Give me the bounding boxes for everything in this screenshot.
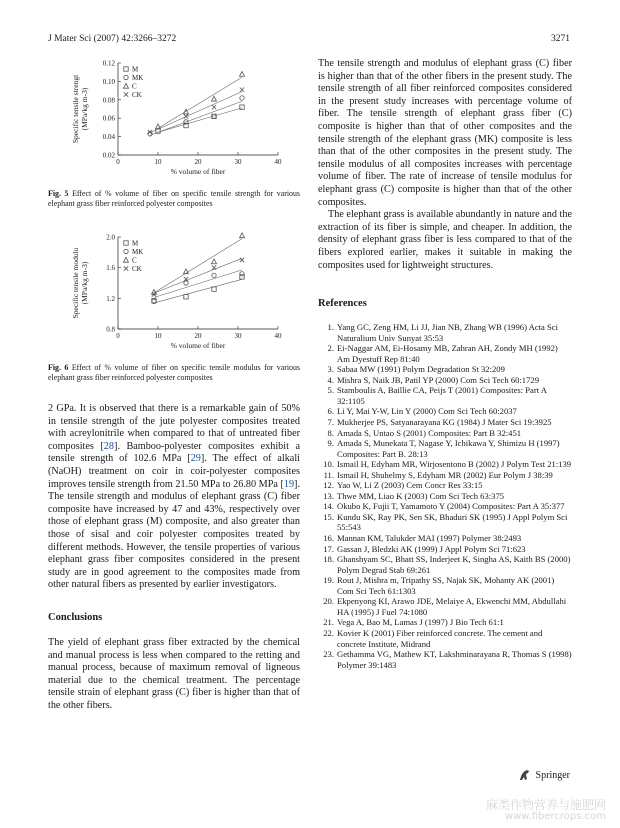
- x-tick-label: 0: [116, 332, 120, 340]
- reference-number: 14.: [323, 501, 334, 512]
- x-tick-label: 40: [274, 332, 282, 340]
- figure-6-label: Fig. 6: [48, 363, 69, 372]
- reference-item: [318, 491, 572, 502]
- citation-link[interactable]: 28: [103, 440, 114, 452]
- citation-link[interactable]: 29: [190, 453, 201, 465]
- reference-number: 3.: [327, 364, 334, 375]
- point-triangle: [212, 259, 217, 264]
- point-circle: [212, 273, 216, 277]
- reference-item: [318, 459, 572, 470]
- springer-horse-icon: [518, 768, 532, 782]
- reference-text: Mannan KM, Talukder MAI (1997) Polymer 38:2493: [337, 533, 522, 544]
- figure-5-caption-text: Effect of % volume of fiber on specific tensile strength for various elephant grass fiber reinforced polyester composites: [48, 189, 300, 208]
- x-tick-label: 40: [274, 158, 282, 166]
- text-span: ]. Bamboo-polyester composites exhibit a tensile strength of 102.6 MPa [: [48, 440, 300, 465]
- y-axis-label: Specific tensile strengt: [71, 74, 80, 144]
- y-tick-label: 0.06: [102, 114, 115, 123]
- point-cross: [124, 266, 128, 270]
- conclusions-paragraph: The yield of elephant grass fiber extracted by the chemical and manual process is less when compared to the retting and manual process, because of maximum removal of ligneous material due to the chemical treatment. The percentage tensile strain of elephant grass (C) fiber is higher than that of the other fibers.: [48, 636, 300, 711]
- reference-text: Amada S, Untao S (2001) Composites: Part B 32:451: [337, 427, 522, 438]
- reference-item: [318, 375, 572, 386]
- point-circle: [240, 272, 244, 276]
- y-tick-label: 1.2: [106, 294, 115, 303]
- reference-number: 23.: [323, 649, 334, 660]
- references-list: [318, 322, 572, 670]
- reference-text: Ismail H, Edyham MR, Wirjosentono B (2002) J Polym Test 21:139: [337, 459, 572, 470]
- point-circle: [124, 249, 128, 253]
- reference-number: 20.: [323, 596, 334, 607]
- x-tick-label: 0: [116, 158, 120, 166]
- point-circle: [240, 96, 244, 100]
- x-tick-label: 10: [154, 332, 162, 340]
- series-ck: [148, 87, 244, 134]
- reference-number: 4.: [327, 374, 334, 385]
- text-span: ]. The effect of alkali (NaOH) treatment on coir in coir-polyester composites improves tensile strength from 21.50 MPa to 26.80 MPa [: [48, 453, 300, 490]
- reference-text: Rout J, Mishra m, Tripathy SS, Najak SK, Mohanty AK (2001) Com Sci Tech 61:1303: [337, 575, 555, 596]
- legend: [124, 240, 144, 274]
- reference-number: 10.: [323, 459, 334, 470]
- reference-item: [318, 428, 572, 439]
- reference-item: [318, 628, 572, 649]
- reference-item: [318, 385, 572, 406]
- reference-text: Kundu SK, Ray PK, Sen SK, Bhaduri SK (1995) J Appl Polym Sci 55:543: [337, 511, 568, 533]
- trend-line: [154, 279, 242, 303]
- reference-number: 16.: [323, 533, 334, 544]
- point-triangle: [156, 124, 161, 129]
- reference-text: Ei-Naggar AM, Ei-Hosamy MB, Zahran AH, Zondy MH (1992) Am Dyestuff Rep 81:40: [337, 343, 558, 364]
- reference-item: [318, 649, 572, 670]
- text-span: 2 GPa. It is observed that there is a remarkable gain of 50% in tensile strength of the jute polyester composites treated with acreylonitrile when compared to that of untreated fiber composites [: [48, 403, 300, 452]
- reference-item: [318, 501, 572, 512]
- legend-label: MK: [132, 74, 144, 82]
- reference-item: [318, 438, 572, 459]
- reference-item: [318, 617, 572, 628]
- citation-link[interactable]: 19: [283, 478, 295, 490]
- y-tick-label: 0.12: [102, 59, 115, 68]
- point-triangle: [124, 83, 129, 88]
- right-column: [318, 58, 572, 670]
- footer: [518, 768, 570, 782]
- reference-item: [318, 322, 572, 343]
- figure-6-chart: [48, 229, 300, 359]
- y-tick-label: 0.08: [102, 96, 115, 105]
- conclusions-heading: Conclusions: [48, 611, 103, 623]
- trend-line: [150, 101, 242, 135]
- left-column: [48, 55, 300, 712]
- reference-number: 5.: [327, 385, 334, 396]
- y-tick-label: 0.10: [102, 77, 115, 86]
- reference-number: 1.: [327, 322, 334, 333]
- reference-item: [318, 533, 572, 544]
- y-tick-label: 1.6: [106, 264, 115, 273]
- trend-line: [158, 108, 242, 132]
- text-span: ]. The tensile strength and modulus of elephant grass (C) fiber composite have increased by 47 and 43%, respectively over those of elephant grass (M) composite, and also greater than those of sisal and coir polyester composites treated by different methods. However, the tensile properties of various elephant grass fiber composites considered in the present study are in good agreement to the composites made from other natural fibers as presented by earlier investigators.: [48, 478, 300, 591]
- reference-number: 2.: [327, 343, 334, 354]
- reference-text: Ismail H, Shuhelmy S, Edyham MR (2002) Eur Polym J 38:39: [337, 469, 553, 480]
- reference-item: [318, 417, 572, 428]
- reference-text: Gethamma VG, Mathew KT, Lakshminarayana R, Thomas S (1998) Polymer 39:1483: [337, 649, 572, 670]
- x-tick-label: 20: [194, 332, 202, 340]
- reference-number: 11.: [323, 469, 334, 480]
- x-tick-label: 30: [234, 158, 242, 166]
- page-number: 3271: [551, 34, 570, 44]
- reference-number: 13.: [323, 490, 334, 501]
- reference-number: 17.: [323, 543, 334, 554]
- y-tick-label: 0.8: [106, 325, 115, 334]
- series-m: [156, 105, 244, 133]
- point-square: [184, 295, 188, 299]
- point-cross: [124, 92, 128, 96]
- reference-text: Stamboulis A, Baillie CA, Peijs T (2001) Composites: Part A 32:1105: [337, 385, 547, 406]
- legend-label: M: [132, 239, 139, 248]
- legend-label: MK: [132, 248, 144, 256]
- y-axis-label-units: (MPa/kg m-3): [80, 261, 89, 305]
- y-tick-label: 0.02: [102, 151, 115, 160]
- reference-number: 22.: [323, 627, 334, 638]
- point-triangle: [124, 257, 129, 262]
- x-tick-label: 30: [234, 332, 242, 340]
- reference-text: Ekpenyong KI, Arawo JDE, Melaiye A, Ekwenchi MM, Abdullahi HA (1995) J Fuel 74:1080: [337, 596, 567, 617]
- trend-line: [154, 270, 242, 298]
- reference-item: [318, 406, 572, 417]
- right-paragraph-2: The elephant grass is available abundantly in nature and the extraction of its fiber is simple, and cheaper. In addition, the density of elephant grass fiber is less compared to that of the fibers explored earlier, makes it suitable in making the composites used for lightweight structures.: [318, 209, 572, 271]
- point-circle: [124, 75, 128, 79]
- figure-6-caption: [48, 363, 300, 383]
- trend-line: [154, 239, 242, 293]
- reference-item: [318, 480, 572, 491]
- point-triangle: [240, 71, 245, 76]
- point-triangle: [212, 96, 217, 101]
- reference-number: 8.: [327, 427, 334, 438]
- point-square: [124, 67, 128, 71]
- reference-number: 12.: [323, 480, 334, 491]
- reference-item: [318, 554, 572, 575]
- reference-number: 15.: [323, 511, 334, 522]
- reference-text: Vega A, Bao M, Lamas J (1997) J Bio Tech 61:1: [337, 617, 504, 628]
- reference-item: [318, 544, 572, 555]
- point-triangle: [240, 233, 245, 238]
- x-tick-label: 20: [194, 158, 202, 166]
- legend-label: CK: [132, 265, 142, 273]
- reference-item: [318, 575, 572, 596]
- x-axis-label: % volume of fiber: [170, 167, 226, 176]
- point-square: [212, 287, 216, 291]
- reference-text: Kovier K (2001) Fiber reinforced concrete. The cement and concrete Institute, Midrand: [337, 627, 543, 649]
- reference-number: 9.: [327, 438, 334, 449]
- reference-item: [318, 343, 572, 364]
- figure-5-chart: [48, 55, 300, 185]
- right-paragraph-1: The tensile strength and modulus of elephant grass (C) fiber is higher than that of the other fibers in the present study. The tensile strength of all fiber reinforced composites considered in the present study increases with percentage volume of fiber. The tensile strength of elephant grass fiber (C) composite is higher than that of other composites and the tensile strength of the elephant grass (MK) composite is less than that of the other composites in the present study. The tensile modulus of all composites increases with percentage volume of fiber. The rate of increase of tensile modulus for elephant grass (C) composite is higher than that of the other composites.: [318, 58, 572, 208]
- reference-number: 7.: [327, 417, 334, 428]
- x-tick-label: 10: [154, 158, 162, 166]
- reference-text: Yao W, Li Z (2003) Cem Concr Res 33:15: [337, 480, 483, 491]
- point-cross: [212, 105, 216, 109]
- trend-line: [158, 77, 242, 128]
- legend-label: M: [132, 65, 139, 74]
- reference-number: 6.: [327, 406, 334, 417]
- reference-text: Amada S, Munekata T, Nagase Y, Ichikawa Y, Shimizu H (1997) Composites: Part B. 28:13: [337, 438, 560, 459]
- reference-text: Thwe MM, Liao K (2003) Com Sci Tech 63:375: [337, 490, 505, 501]
- publisher-name: Springer: [535, 769, 570, 781]
- reference-text: Yang GC, Zeng HM, Li JJ, Jian NB, Zhang WB (1996) Acta Sci Naturalium Univ Sunyat 35:53: [337, 322, 558, 343]
- x-axis-label: % volume of fiber: [170, 341, 226, 350]
- reference-item: [318, 596, 572, 617]
- point-square: [240, 105, 244, 109]
- running-header: J Mater Sci (2007) 42:3266–3272: [48, 34, 177, 44]
- series-mk: [152, 270, 244, 304]
- y-tick-label: 0.04: [102, 133, 115, 142]
- watermark-line-2: www.fibercrops.com: [504, 811, 606, 822]
- figure-5-label: Fig. 5: [48, 189, 69, 198]
- y-axis-label-units: (MPa/kg m-3): [80, 87, 89, 131]
- reference-text: Okubo K, Fujii T, Yamamoto Y (2004) Composites: Part A 35:377: [337, 501, 565, 512]
- reference-item: [318, 470, 572, 481]
- references-heading: References: [318, 298, 367, 310]
- series-mk: [148, 96, 244, 136]
- reference-item: [318, 364, 572, 375]
- y-tick-label: 2.0: [106, 233, 115, 242]
- point-square: [124, 241, 128, 245]
- reference-text: Sabaa MW (1991) Polym Degradation St 32:209: [337, 364, 505, 375]
- legend-label: C: [132, 82, 137, 91]
- trend-line: [154, 258, 242, 293]
- reference-text: Ghanshyam SC, Bhatt SS, Inderjeet K, Singha AS, Kaith BS (2000) Polym Degrad Stab 69:261: [337, 554, 571, 575]
- point-circle: [184, 281, 188, 285]
- reference-text: Mukherjee PS, Satyanarayana KG (1984) J Mater Sci 19:3925: [337, 417, 552, 428]
- reference-item: [318, 512, 572, 533]
- reference-number: 18.: [323, 554, 334, 565]
- point-cross: [184, 114, 188, 118]
- reference-text: Li Y, Mai Y-W, Lin Y (2000) Com Sci Tech 60:2037: [337, 406, 517, 417]
- watermark-line-1: 麻类作物营养与施肥网: [485, 798, 606, 812]
- reference-text: Mishra S, Naik JB, Patil YP (2000) Com Sci Tech 60:1729: [337, 374, 539, 385]
- legend-label: C: [132, 256, 137, 265]
- point-cross: [240, 87, 244, 91]
- reference-number: 21.: [323, 617, 334, 628]
- reference-text: Gassan J, Bledzki AK (1999) J Appl Polym Sci 71:623: [337, 543, 526, 554]
- legend-label: CK: [132, 91, 142, 99]
- figure-6-caption-text: Effect of % volume of fiber on specific tensile modulus for various elephant grass fiber reinforced polyester composites: [48, 363, 300, 382]
- legend: [124, 66, 144, 100]
- left-paragraph-1: [48, 403, 300, 592]
- series-c: [152, 233, 245, 295]
- y-axis-label: Specific tensile modulu: [71, 247, 80, 319]
- reference-number: 19.: [323, 575, 334, 586]
- figure-5-caption: [48, 189, 300, 209]
